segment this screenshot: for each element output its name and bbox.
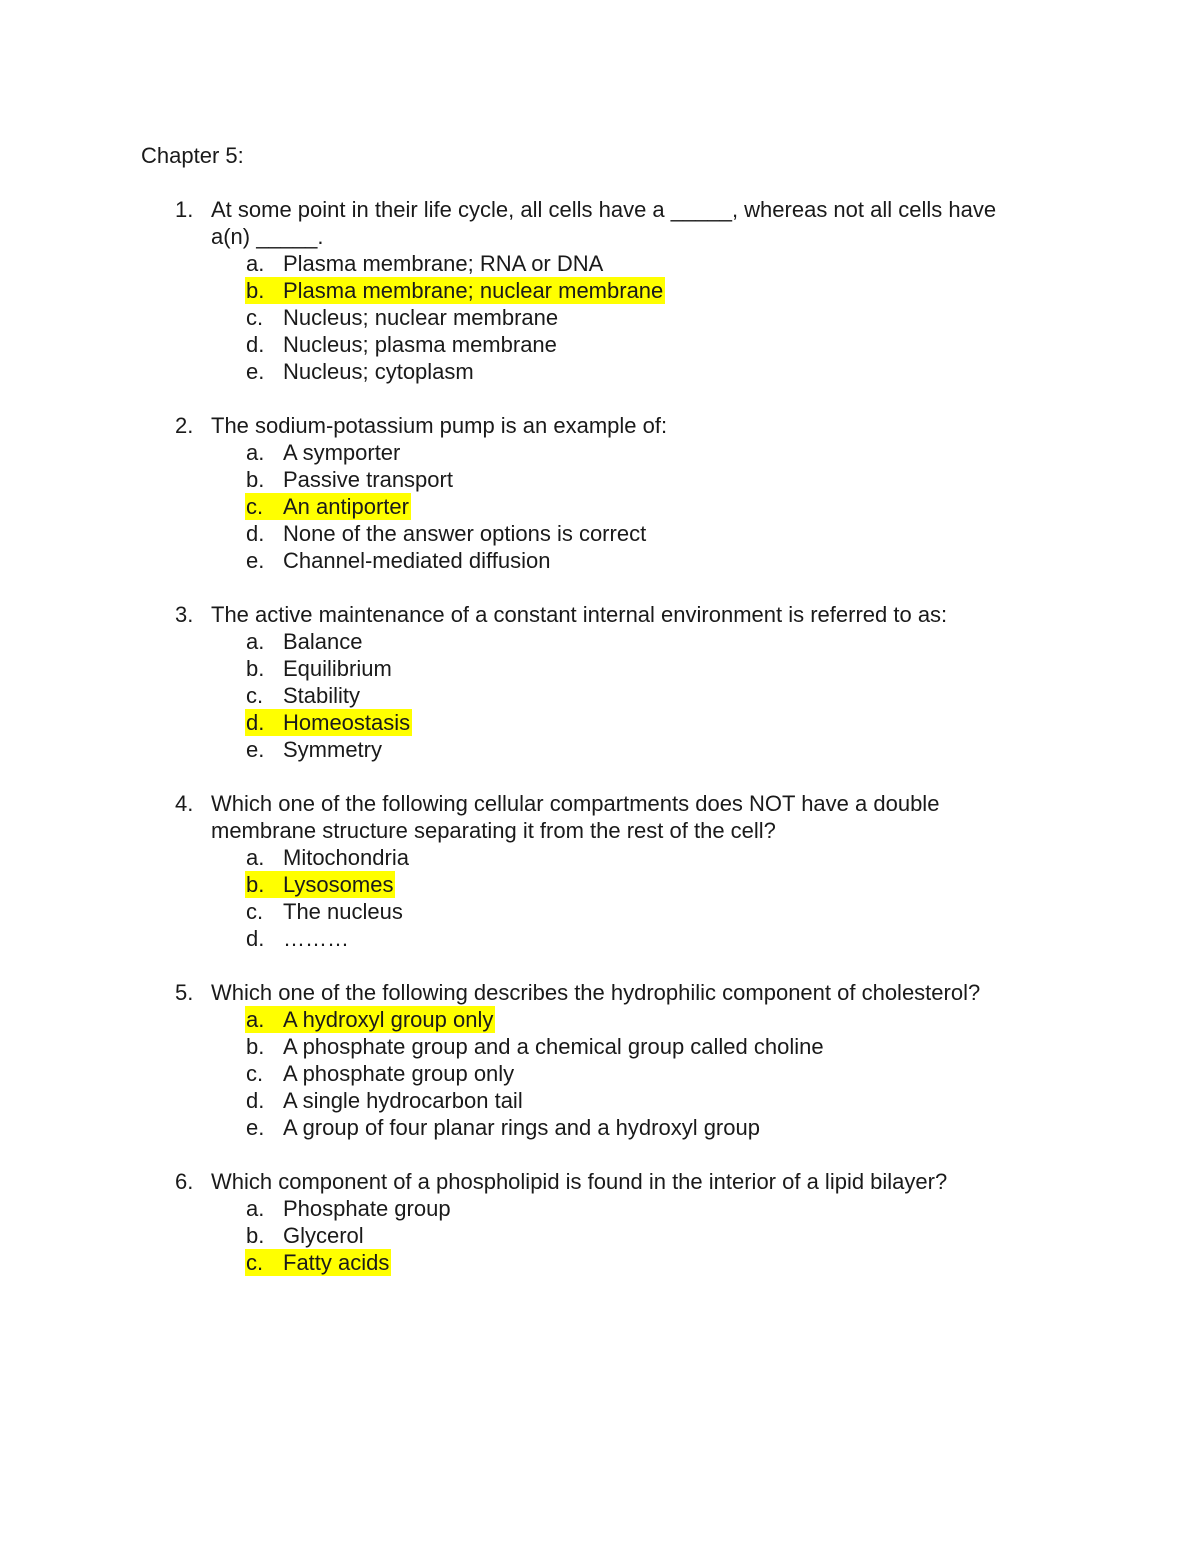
option-letter: d.: [246, 926, 265, 951]
highlighted-correct-answer: [245, 871, 395, 898]
answer-option-content: [245, 304, 560, 331]
option-text: Nucleus; plasma membrane: [283, 332, 557, 357]
answer-option: [0, 682, 1200, 709]
answer-option-content: [245, 925, 351, 952]
answer-option: [0, 1006, 1200, 1033]
answer-option: [0, 466, 1200, 493]
option-text: A hydroxyl group only: [283, 1007, 494, 1032]
question-text: membrane structure separating it from the rest of the cell?: [211, 818, 776, 843]
option-letter: d.: [246, 521, 265, 546]
option-text: Plasma membrane; RNA or DNA: [283, 251, 604, 276]
option-text: The nucleus: [283, 899, 403, 924]
option-letter: b.: [246, 872, 265, 897]
option-letter: e.: [246, 737, 265, 762]
question-text-line: [0, 412, 1200, 439]
question-number: 1.: [175, 197, 194, 222]
option-letter: c.: [246, 683, 264, 708]
option-text: Symmetry: [283, 737, 382, 762]
option-letter: b.: [246, 278, 265, 303]
option-letter: a.: [246, 440, 265, 465]
answer-option: [0, 1114, 1200, 1141]
answer-option: [0, 898, 1200, 925]
option-text: Glycerol: [283, 1223, 364, 1248]
question-text: Which component of a phospholipid is found in the interior of a lipid bilayer?: [211, 1169, 948, 1194]
answer-option: [0, 304, 1200, 331]
option-letter: b.: [246, 1034, 265, 1059]
option-text: A single hydrocarbon tail: [283, 1088, 523, 1113]
question-6: [0, 1168, 1200, 1276]
option-text: A phosphate group only: [283, 1061, 515, 1086]
answer-option-content: [245, 1114, 762, 1141]
answer-option: [0, 520, 1200, 547]
question-5: [0, 979, 1200, 1141]
question-number: 4.: [175, 791, 194, 816]
highlighted-correct-answer: [245, 1249, 391, 1276]
answer-option: [0, 709, 1200, 736]
option-text: Balance: [283, 629, 363, 654]
option-letter: d.: [246, 332, 265, 357]
option-text: Fatty acids: [283, 1250, 390, 1275]
answer-option-content: [245, 547, 552, 574]
answer-option-content: [245, 1222, 366, 1249]
answer-option: [0, 1195, 1200, 1222]
question-text-line: [0, 790, 1200, 817]
option-letter: c.: [246, 494, 264, 519]
option-letter: c.: [246, 1061, 264, 1086]
option-text: Equilibrium: [283, 656, 392, 681]
answer-option-content: [245, 1195, 453, 1222]
answer-option-content: [245, 682, 362, 709]
question-text-line: [0, 817, 1200, 844]
answer-option: [0, 1060, 1200, 1087]
answer-option-content: [245, 250, 605, 277]
question-4: [0, 790, 1200, 952]
answer-option-content: [245, 331, 559, 358]
question-text-line: [0, 601, 1200, 628]
option-letter: a.: [246, 845, 265, 870]
answer-option-content: [245, 439, 402, 466]
option-text: Mitochondria: [283, 845, 409, 870]
option-letter: e.: [246, 1115, 265, 1140]
question-list: [0, 196, 1200, 1303]
option-letter: d.: [246, 710, 265, 735]
question-text: The sodium-potassium pump is an example of:: [211, 413, 668, 438]
answer-option-content: [245, 844, 411, 871]
answer-option: [0, 1222, 1200, 1249]
answer-option: [0, 844, 1200, 871]
option-text: Plasma membrane; nuclear membrane: [283, 278, 664, 303]
question-text-line: [0, 1168, 1200, 1195]
option-letter: b.: [246, 656, 265, 681]
answer-option: [0, 925, 1200, 952]
question-text-line: [0, 196, 1200, 223]
option-text: Stability: [283, 683, 361, 708]
question-text: Which one of the following describes the hydrophilic component of cholesterol?: [211, 980, 981, 1005]
answer-option: [0, 871, 1200, 898]
question-text: At some point in their life cycle, all cells have a _____, whereas not all cells have: [211, 197, 997, 222]
answer-option: [0, 547, 1200, 574]
answer-option-content: [245, 898, 405, 925]
answer-option-content: [245, 466, 455, 493]
question-text: Which one of the following cellular compartments does NOT have a double: [211, 791, 940, 816]
option-text: A symporter: [283, 440, 401, 465]
answer-option-content: [245, 655, 394, 682]
option-letter: a.: [246, 629, 265, 654]
option-letter: c.: [246, 899, 264, 924]
answer-option: [0, 277, 1200, 304]
question-number: 2.: [175, 413, 194, 438]
answer-option: [0, 1033, 1200, 1060]
answer-option: [0, 628, 1200, 655]
option-text: Phosphate group: [283, 1196, 451, 1221]
highlighted-correct-answer: [245, 709, 412, 736]
highlighted-correct-answer: [245, 277, 665, 304]
option-letter: e.: [246, 548, 265, 573]
option-letter: a.: [246, 1196, 265, 1221]
option-text: An antiporter: [283, 494, 409, 519]
option-text: Nucleus; cytoplasm: [283, 359, 474, 384]
option-letter: b.: [246, 1223, 265, 1248]
highlighted-correct-answer: [245, 1006, 495, 1033]
answer-option: [0, 331, 1200, 358]
highlighted-correct-answer: [245, 493, 411, 520]
option-letter: d.: [246, 1088, 265, 1113]
answer-option-content: [245, 520, 648, 547]
question-text-line: [0, 223, 1200, 250]
answer-option-content: [245, 1060, 516, 1087]
question-number: 6.: [175, 1169, 194, 1194]
option-text: Lysosomes: [283, 872, 394, 897]
option-text: Nucleus; nuclear membrane: [283, 305, 559, 330]
answer-option: [0, 493, 1200, 520]
question-text: The active maintenance of a constant internal environment is referred to as:: [211, 602, 948, 627]
answer-option-content: [245, 1087, 525, 1114]
option-text: Passive transport: [283, 467, 453, 492]
option-text: A phosphate group and a chemical group called choline: [283, 1034, 824, 1059]
question-number: 3.: [175, 602, 194, 627]
question-2: [0, 412, 1200, 574]
answer-option: [0, 439, 1200, 466]
answer-option: [0, 358, 1200, 385]
question-text-line: [0, 979, 1200, 1006]
option-letter: c.: [246, 305, 264, 330]
option-letter: e.: [246, 359, 265, 384]
answer-option: [0, 250, 1200, 277]
option-text: Channel-mediated diffusion: [283, 548, 551, 573]
answer-option-content: [245, 736, 384, 763]
question-3: [0, 601, 1200, 763]
answer-option-content: [245, 1033, 826, 1060]
question-text: a(n) _____.: [211, 224, 324, 249]
answer-option: [0, 1249, 1200, 1276]
option-text: Homeostasis: [283, 710, 411, 735]
question-number: 5.: [175, 980, 194, 1005]
answer-option: [0, 736, 1200, 763]
option-letter: a.: [246, 251, 265, 276]
answer-option-content: [245, 358, 476, 385]
answer-option: [0, 1087, 1200, 1114]
answer-option: [0, 655, 1200, 682]
option-text: ………: [283, 926, 349, 951]
option-letter: a.: [246, 1007, 265, 1032]
chapter-title: Chapter 5:: [141, 143, 244, 168]
option-letter: c.: [246, 1250, 264, 1275]
option-letter: b.: [246, 467, 265, 492]
question-1: [0, 196, 1200, 385]
option-text: A group of four planar rings and a hydroxyl group: [283, 1115, 760, 1140]
option-text: None of the answer options is correct: [283, 521, 647, 546]
answer-option-content: [245, 628, 365, 655]
